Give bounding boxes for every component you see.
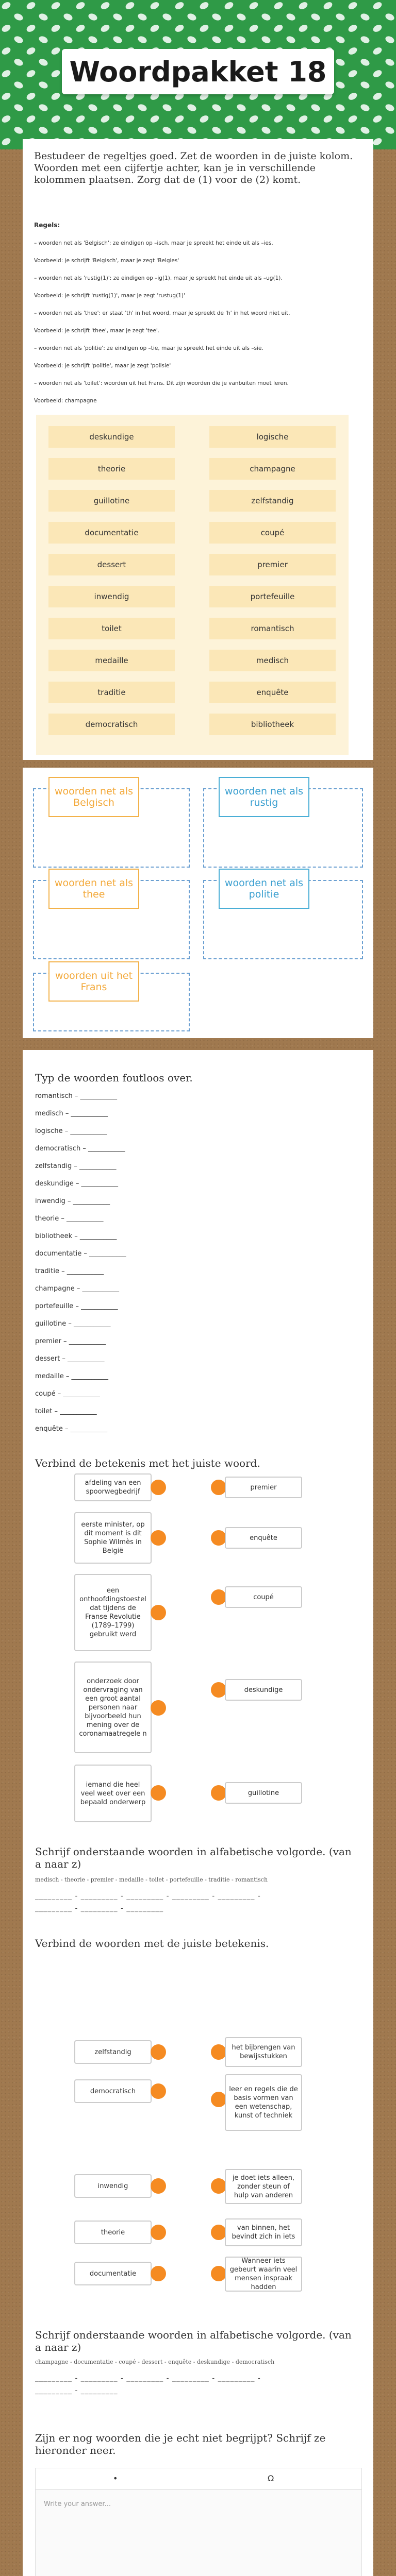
rule-line: Voorbeeld: je schrijft 'politie', maar je zegt 'polisie' (34, 363, 171, 369)
rule-line: Voorbeeld: je schrijft 'thee', maar je zegt 'tee'. (34, 328, 160, 334)
column-label: woorden net als thee (48, 869, 139, 909)
word-card[interactable]: enquête (209, 682, 336, 703)
word-card[interactable]: toilet (48, 618, 175, 639)
answer-blanks[interactable]: _________ - _________ (35, 2386, 118, 2395)
answer-textarea[interactable] (35, 2489, 362, 2576)
match-left[interactable]: een onthoofdingstoestel dat tijdens de Franse Revolutie (1789–1799) gebruikt werd (74, 1574, 152, 1651)
answer-placeholder: Write your answer... (44, 2500, 111, 2508)
match-right[interactable]: premier (225, 1477, 302, 1498)
matching-sheet-2 (23, 2040, 373, 2174)
connector-dot[interactable] (211, 1682, 226, 1698)
page-title: Woordpakket 18 (62, 49, 334, 94)
fill-item[interactable]: enquête – ___________ (35, 1425, 108, 1433)
word-card[interactable]: documentatie (48, 522, 175, 544)
columns-sheet (23, 768, 373, 1038)
match-left[interactable]: theorie (74, 2221, 152, 2244)
rules-block (34, 216, 359, 410)
column-label: woorden net als rustig (219, 777, 309, 817)
word-card[interactable]: champagne (209, 458, 336, 480)
connector-dot[interactable] (151, 1700, 166, 1716)
match-right[interactable]: guillotine (225, 1782, 302, 1804)
match-left[interactable]: afdeling van een spoorwegbedrijf (74, 1473, 152, 1501)
match-right[interactable]: het bijbrengen van bewijsstukken (225, 2037, 302, 2067)
match-right[interactable]: enquête (225, 1527, 302, 1549)
word-card[interactable]: inwendig (48, 586, 175, 607)
fill-item[interactable]: dessert – ___________ (35, 1355, 105, 1363)
exercise-title: Schrijf onderstaande woorden in alfabetische volgorde. (van a naar z) (35, 1845, 352, 1870)
fill-item[interactable]: inwendig – ___________ (35, 1197, 110, 1205)
connector-dot[interactable] (211, 2266, 226, 2281)
word-card[interactable]: theorie (48, 458, 175, 480)
column-label: woorden uit het Frans (48, 961, 139, 1002)
rule-line: Voorbeeld: champagne (34, 398, 97, 404)
fill-item[interactable]: documentatie – ___________ (35, 1250, 126, 1258)
editor-toolbar (35, 2468, 362, 2490)
match-left[interactable]: onderzoek door ondervraging van een groot aantal personen naar bijvoorbeeld hun mening over de coronamaatregele n (74, 1662, 152, 1753)
fill-item[interactable]: premier – ___________ (35, 1337, 106, 1345)
connector-dot[interactable] (211, 1480, 226, 1495)
match-left[interactable]: democratisch (74, 2079, 152, 2103)
connector-dot[interactable] (211, 2178, 226, 2194)
fill-item[interactable]: democratisch – ___________ (35, 1145, 125, 1153)
match-right[interactable]: leer en regels die de basis vormen van een wetenschap, kunst of techniek (225, 2074, 302, 2131)
rule-line: – woorden net als 'toilet': woorden uit het Frans. Dit zijn woorden die je vanbuiten moet leren. (34, 380, 289, 386)
word-card[interactable]: medaille (48, 650, 175, 671)
connector-dot[interactable] (151, 2083, 166, 2099)
rule-line: – woorden net als 'politie': ze eindigen op –tie, maar je spreekt het einde uit als –sie. (34, 345, 263, 351)
answer-blanks[interactable]: _________ - _________ - _________ - _________ - _________ - (35, 1892, 261, 1900)
rule-line: Voorbeeld: je schrijft 'rustig(1)', maar je zegt 'rustug(1)' (34, 293, 185, 299)
connector-dot[interactable] (211, 2225, 226, 2240)
match-left[interactable]: inwendig (74, 2174, 152, 2198)
word-card[interactable]: coupé (209, 522, 336, 544)
match-left[interactable]: iemand die heel veel weet over een bepaald onderwerp (74, 1765, 152, 1822)
match-right[interactable]: deskundige (225, 1679, 302, 1701)
matching-sheet-3 (23, 2174, 373, 2318)
bullet-list-icon[interactable]: • (113, 2473, 118, 2483)
matching-sheet-1 (23, 1473, 373, 2050)
answer-blanks[interactable]: _________ - _________ - _________ (35, 1904, 164, 1912)
word-sequence: champagne - documentatie - coupé - dessert - enquête - deskundige - democratisch (35, 2359, 275, 2365)
instructions-sheet (23, 139, 373, 760)
word-card[interactable]: zelfstandig (209, 490, 336, 512)
rule-line: – woorden net als 'thee': er staat 'th' in het woord, maar je spreekt de 'h' in het woord niet uit. (34, 310, 290, 316)
word-card[interactable]: romantisch (209, 618, 336, 639)
fill-item[interactable]: theorie – ___________ (35, 1215, 104, 1223)
connector-dot[interactable] (211, 1530, 226, 1546)
connector-dot[interactable] (151, 1530, 166, 1546)
fill-item[interactable]: medaille – ___________ (35, 1372, 108, 1380)
word-card[interactable]: portefeuille (209, 586, 336, 607)
exercise-title: Verbind de woorden met de juiste betekenis. (35, 1937, 269, 1950)
word-card[interactable]: bibliotheek (209, 714, 336, 735)
word-card[interactable]: medisch (209, 650, 336, 671)
word-bank (36, 415, 349, 755)
fill-item[interactable]: deskundige – ___________ (35, 1180, 119, 1188)
connector-dot[interactable] (151, 2044, 166, 2060)
fill-item[interactable]: traditie – ___________ (35, 1267, 104, 1275)
match-left[interactable]: eerste minister, op dit moment is dit Sophie Wilmès in België (74, 1512, 152, 1564)
connector-dot[interactable] (211, 1785, 226, 1801)
exercise-title: Verbind de betekenis met het juiste woord. (35, 1457, 260, 1469)
connector-dot[interactable] (211, 2092, 226, 2107)
column-label: woorden net als Belgisch (48, 777, 139, 817)
connector-dot[interactable] (151, 2225, 166, 2240)
word-card[interactable]: logische (209, 426, 336, 448)
rule-line: – woorden net als 'Belgisch': ze eindigen op –isch, maar je spreekt het einde uit als –ies. (34, 240, 273, 246)
rule-line: – woorden net als 'rustig(1)': ze eindigen op –ig(1), maar je spreekt het einde uit als –ug(1). (34, 275, 283, 281)
word-card[interactable]: democratisch (48, 714, 175, 735)
connector-dot[interactable] (151, 1605, 166, 1620)
rule-line: Voorbeeld: je schrijft 'Belgisch', maar je zegt 'Belgies' (34, 258, 179, 264)
connector-dot[interactable] (151, 1785, 166, 1801)
connector-dot[interactable] (211, 1589, 226, 1605)
fill-item[interactable]: logische – ___________ (35, 1127, 107, 1135)
answer-blanks[interactable]: _________ - _________ - _________ - _________ - _________ - (35, 2374, 261, 2382)
connector-dot[interactable] (151, 1480, 166, 1495)
fill-item[interactable]: romantisch – ___________ (35, 1092, 118, 1100)
word-card[interactable]: traditie (48, 682, 175, 703)
match-left[interactable]: zelfstandig (74, 2040, 152, 2064)
special-char-icon[interactable]: Ω (268, 2473, 274, 2483)
fill-item[interactable]: champagne – ___________ (35, 1285, 119, 1293)
header-banner (0, 0, 396, 149)
fill-item[interactable]: medisch – ___________ (35, 1110, 108, 1117)
intro-text: Bestudeer de regeltjes goed. Zet de woorden in de juiste kolom. Woorden met een cijfertje achter, kan je in verschillende kolommen plaatsen. Zorg dat de (1) voor de (2) komt. (34, 150, 353, 185)
connector-dot[interactable] (151, 2266, 166, 2281)
match-right[interactable]: je doet iets alleen, zonder steun of hulp van anderen (225, 2169, 302, 2204)
word-card[interactable]: deskundige (48, 426, 175, 448)
fill-item[interactable]: bibliotheek – ___________ (35, 1232, 117, 1240)
connector-dot[interactable] (211, 2044, 226, 2060)
word-card[interactable]: guillotine (48, 490, 175, 512)
word-sequence: medisch - theorie - premier - medaille - toilet - portefeuille - traditie - romantisch (35, 1876, 268, 1883)
word-card[interactable]: premier (209, 554, 336, 575)
match-right[interactable]: coupé (225, 1586, 302, 1608)
final-sheet (23, 2318, 373, 2576)
fill-item[interactable]: portefeuille – ___________ (35, 1302, 118, 1310)
match-left[interactable]: documentatie (74, 2262, 152, 2285)
match-right[interactable]: van binnen, het bevindt zich in iets (225, 2218, 302, 2246)
rules-heading: Regels: (34, 222, 60, 229)
fill-item[interactable]: toilet – ___________ (35, 1408, 97, 1415)
column-label: woorden net als politie (219, 869, 309, 909)
fill-item[interactable]: coupé – ___________ (35, 1390, 100, 1398)
exercise-title: Zijn er nog woorden die je echt niet begrijpt? Schrijf ze hieronder neer. (35, 2432, 326, 2456)
exercise-title: Schrijf onderstaande woorden in alfabetische volgorde. (van a naar z) (35, 2329, 352, 2353)
word-card[interactable]: dessert (48, 554, 175, 575)
exercise-title: Typ de woorden foutloos over. (35, 1072, 193, 1084)
fill-item[interactable]: zelfstandig – ___________ (35, 1162, 117, 1170)
fill-item[interactable]: guillotine – ___________ (35, 1320, 111, 1328)
connector-dot[interactable] (151, 2178, 166, 2194)
match-right[interactable]: Wanneer iets gebeurt waarin veel mensen inspraak hadden (225, 2257, 302, 2292)
